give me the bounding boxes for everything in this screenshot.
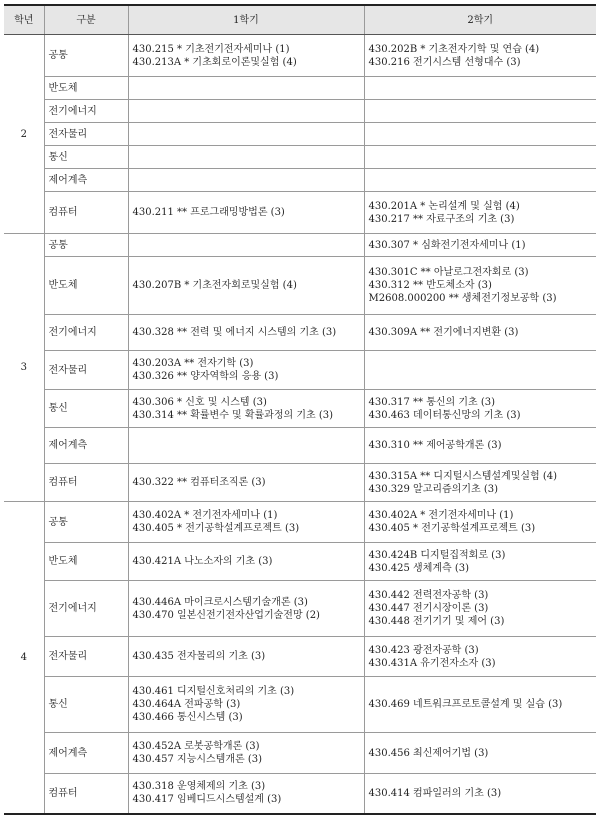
table-row xyxy=(4,192,596,234)
table-row xyxy=(4,35,596,77)
course-entry: 430.211 ** 프로그래밍방법론 (3) xyxy=(132,207,285,218)
table-row xyxy=(4,637,596,677)
table-row xyxy=(4,428,596,464)
semester-1-cell xyxy=(128,351,364,390)
course-entry: 430.207B * 기초전자회로및실험 (4) xyxy=(132,280,297,291)
semester-1-cell xyxy=(128,677,364,733)
semester-2-cell xyxy=(364,169,596,192)
course-entry: 430.217 ** 자료구조의 기초 (3) xyxy=(368,213,515,225)
field-cell: 전자물리 xyxy=(44,351,128,390)
course-entry: 430.461 디지털신호처리의 기초 (3) xyxy=(132,686,295,697)
table-row xyxy=(4,77,596,100)
field-cell: 전자물리 xyxy=(44,637,128,677)
course-entry: 430.318 운영체제의 기초 (3) xyxy=(132,781,266,793)
header-semester-2: 2학기 xyxy=(364,5,596,35)
semester-2-cell xyxy=(364,774,596,814)
course-entry: 430.456 최신제어기법 (3) xyxy=(368,747,489,759)
table-body xyxy=(4,35,596,814)
field-cell: 공통 xyxy=(44,502,128,543)
course-entry: 430.326 ** 양자역학의 응용 (3) xyxy=(132,371,279,382)
field-cell: 전기에너지 xyxy=(44,315,128,351)
course-entry: 430.203A ** 전자기학 (3) xyxy=(132,358,254,369)
course-entry: 430.405 * 전기공학설계프로젝트 (3) xyxy=(132,523,300,534)
table-row xyxy=(4,733,596,774)
course-entry: 430.424B 디지털집적회로 (3) xyxy=(368,549,506,561)
field-cell: 공통 xyxy=(44,234,128,257)
field-cell: 컴퓨터 xyxy=(44,192,128,234)
semester-2-cell xyxy=(364,543,596,581)
course-entry: 430.417 임베디드시스템설계 (3) xyxy=(132,794,282,806)
semester-2-cell xyxy=(364,581,596,637)
course-entry: 430.405 * 전기공학설계프로젝트 (3) xyxy=(368,523,536,534)
semester-1-cell xyxy=(128,502,364,543)
course-entry: 430.312 ** 반도체소자 (3) xyxy=(368,280,492,291)
semester-1-cell xyxy=(128,733,364,774)
course-entry: 430.402A * 전기전자세미나 (1) xyxy=(132,510,278,521)
header-semester-1: 1학기 xyxy=(128,5,364,35)
semester-1-cell xyxy=(128,543,364,581)
semester-2-cell xyxy=(364,733,596,774)
course-entry: 430.306 * 신호 및 시스템 (3) xyxy=(132,396,267,408)
course-entry: 430.216 전기시스템 선형대수 (3) xyxy=(368,56,521,68)
course-entry: 430.452A 로봇공학개론 (3) xyxy=(132,741,260,752)
semester-2-cell xyxy=(364,637,596,677)
course-entry: 430.442 전력전자공학 (3) xyxy=(368,590,489,601)
course-entry: 430.469 네트워크프로토콜설계 및 실습 (3) xyxy=(368,699,563,710)
semester-1-cell xyxy=(128,234,364,257)
grade-cell: 4 xyxy=(4,502,44,814)
course-entry: 430.317 ** 통신의 기초 (3) xyxy=(368,396,496,408)
course-entry: 430.447 전기시장이론 (3) xyxy=(368,603,489,614)
table-row xyxy=(4,234,596,257)
field-cell: 전기에너지 xyxy=(44,581,128,637)
table-row xyxy=(4,100,596,123)
semester-1-cell xyxy=(128,637,364,677)
semester-2-cell xyxy=(364,315,596,351)
semester-2-cell xyxy=(364,677,596,733)
semester-1-cell xyxy=(128,77,364,100)
grade-cell: 2 xyxy=(4,35,44,234)
course-entry: 430.446A 마이크로시스템기술개론 (3) xyxy=(132,596,308,608)
table-row xyxy=(4,677,596,733)
course-entry: 430.402A * 전기전자세미나 (1) xyxy=(368,510,514,521)
semester-2-cell xyxy=(364,192,596,234)
table-row xyxy=(4,351,596,390)
course-entry: 430.213A * 기초회로이론및실험 (4) xyxy=(132,56,297,68)
course-entry: 430.470 일본신전기전자산업기술전망 (2) xyxy=(132,609,320,621)
semester-2-cell xyxy=(364,100,596,123)
semester-2-cell xyxy=(364,464,596,502)
field-cell: 공통 xyxy=(44,35,128,77)
semester-1-cell xyxy=(128,774,364,814)
semester-1-cell xyxy=(128,428,364,464)
course-entry: 430.310 ** 제어공학개론 (3) xyxy=(368,440,502,451)
course-entry: 430.457 지능시스템개론 (3) xyxy=(132,754,262,765)
field-cell: 제어계측 xyxy=(44,428,128,464)
field-cell: 반도체 xyxy=(44,543,128,581)
course-entry: 430.328 ** 전력 및 에너지 시스템의 기초 (3) xyxy=(132,327,337,338)
course-entry: 430.201A * 논리설계 및 실험 (4) xyxy=(368,200,520,212)
field-cell: 통신 xyxy=(44,146,128,169)
field-cell: 컴퓨터 xyxy=(44,464,128,502)
course-entry: 430.202B * 기초전자기학 및 연습 (4) xyxy=(368,43,540,55)
course-entry: 430.431A 유기전자소자 (3) xyxy=(368,657,496,669)
semester-1-cell xyxy=(128,100,364,123)
semester-1-cell xyxy=(128,581,364,637)
course-entry: 430.315A ** 디지털시스템설계및실험 (4) xyxy=(368,470,558,482)
course-entry: 430.329 알고리즘의기초 (3) xyxy=(368,483,498,495)
table-row xyxy=(4,146,596,169)
field-cell: 컴퓨터 xyxy=(44,774,128,814)
table-row xyxy=(4,543,596,581)
semester-1-cell xyxy=(128,146,364,169)
field-cell: 제어계측 xyxy=(44,733,128,774)
field-cell: 통신 xyxy=(44,677,128,733)
field-cell: 반도체 xyxy=(44,77,128,100)
field-cell: 제어계측 xyxy=(44,169,128,192)
semester-2-cell xyxy=(364,351,596,390)
header-row xyxy=(4,5,596,35)
course-entry: 430.314 ** 확률변수 및 확률과정의 기초 (3) xyxy=(132,409,334,421)
table-row xyxy=(4,464,596,502)
semester-1-cell xyxy=(128,464,364,502)
course-entry: 430.414 컴파일러의 기초 (3) xyxy=(368,787,502,799)
course-entry: 430.307 * 심화전기전자세미나 (1) xyxy=(368,239,526,251)
course-entry: 430.425 생체계측 (3) xyxy=(368,562,470,574)
course-entry: 430.464A 전파공학 (3) xyxy=(132,699,241,710)
semester-1-cell xyxy=(128,390,364,428)
table-row xyxy=(4,390,596,428)
header-grade: 학년 xyxy=(4,5,44,35)
semester-2-cell xyxy=(364,502,596,543)
course-entry: 430.322 ** 컴퓨터조직론 (3) xyxy=(132,477,266,488)
field-cell: 전자물리 xyxy=(44,123,128,146)
semester-2-cell xyxy=(364,234,596,257)
field-cell: 통신 xyxy=(44,390,128,428)
course-entry: 430.435 전자물리의 기초 (3) xyxy=(132,651,266,662)
course-entry: 430.309A ** 전기에너지변환 (3) xyxy=(368,327,519,338)
semester-2-cell xyxy=(364,146,596,169)
field-cell: 반도체 xyxy=(44,257,128,315)
semester-1-cell xyxy=(128,315,364,351)
course-entry: M2608.000200 ** 생체전기정보공학 (3) xyxy=(368,293,557,304)
semester-2-cell xyxy=(364,428,596,464)
semester-1-cell xyxy=(128,169,364,192)
course-entry: 430.466 통신시스템 (3) xyxy=(132,712,243,723)
field-cell: 전기에너지 xyxy=(44,100,128,123)
semester-2-cell xyxy=(364,35,596,77)
course-entry: 430.423 광전자공학 (3) xyxy=(368,644,479,656)
semester-1-cell xyxy=(128,257,364,315)
semester-1-cell xyxy=(128,35,364,77)
table-row xyxy=(4,502,596,543)
semester-2-cell xyxy=(364,257,596,315)
course-entry: 430.215 * 기초전기전자세미나 (1) xyxy=(132,43,290,55)
header-field: 구분 xyxy=(44,5,128,35)
course-entry: 430.463 데이터통신망의 기초 (3) xyxy=(368,409,521,421)
semester-1-cell xyxy=(128,123,364,146)
course-entry: 430.421A 나노소자의 기초 (3) xyxy=(132,556,273,567)
semester-2-cell xyxy=(364,390,596,428)
table-row xyxy=(4,774,596,814)
semester-1-cell xyxy=(128,192,364,234)
grade-cell: 3 xyxy=(4,234,44,502)
table-row xyxy=(4,123,596,146)
table-row xyxy=(4,581,596,637)
semester-2-cell xyxy=(364,77,596,100)
course-entry: 430.448 전기기기 및 제어 (3) xyxy=(368,616,505,627)
table-row xyxy=(4,257,596,315)
course-entry: 430.301C ** 아날로그전자회로 (3) xyxy=(368,267,529,278)
table-row xyxy=(4,169,596,192)
table-row xyxy=(4,315,596,351)
curriculum-table xyxy=(4,4,596,815)
semester-2-cell xyxy=(364,123,596,146)
